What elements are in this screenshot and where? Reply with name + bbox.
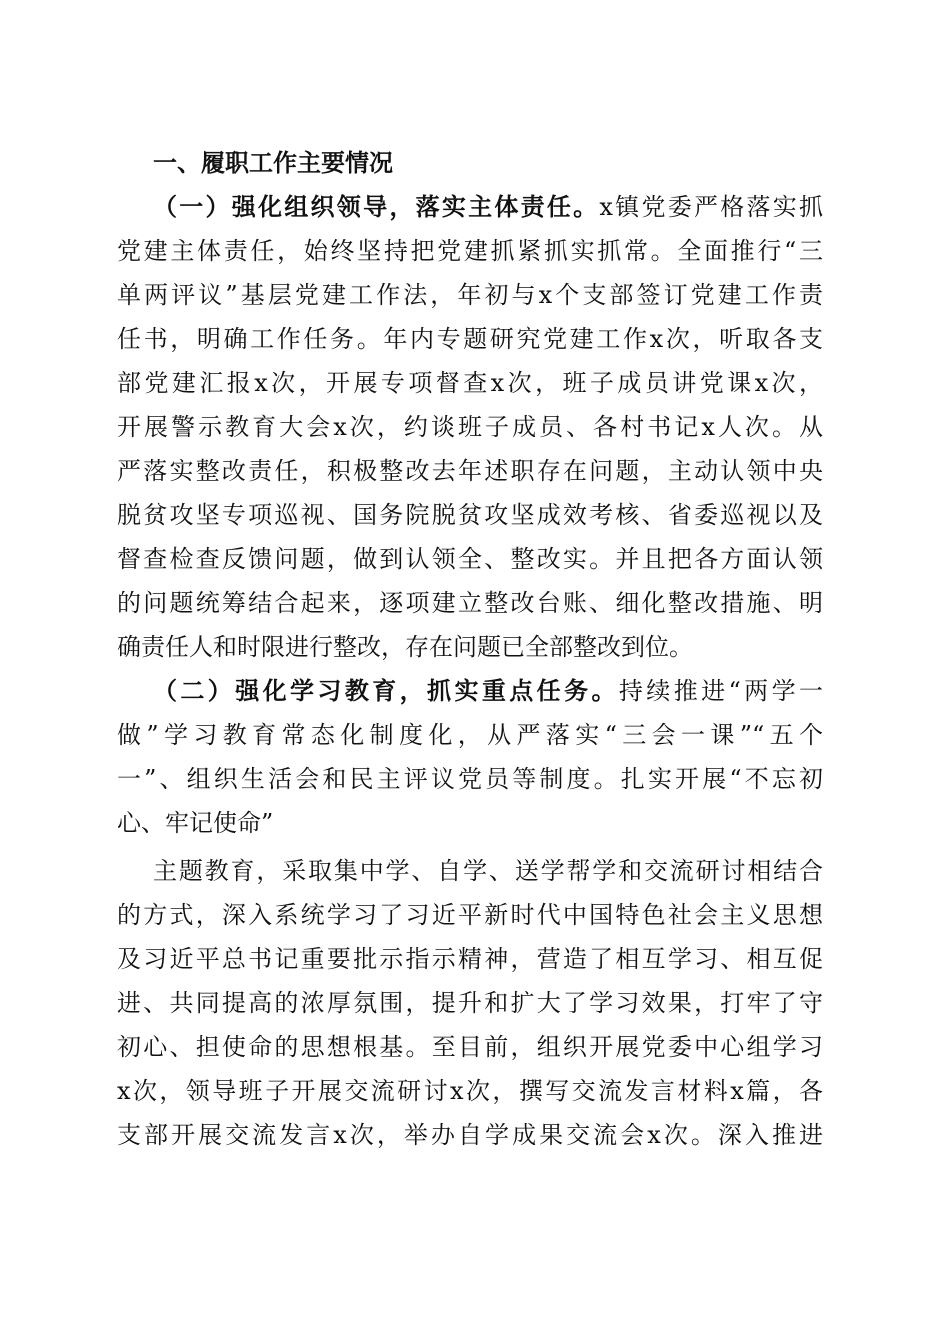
paragraph-line: 主题教育，采取集中学、自学、送学帮学和交流研讨相结合: [153, 857, 823, 885]
paragraph-text: 持续推进“两学一: [618, 677, 823, 705]
paragraph-line: 确责任人和时限进行整改，存在问题已全部整改到位。: [117, 633, 693, 661]
paragraph-line: 一”、组织生活会和民主评议党员等制度。扎实开展“不忘初: [117, 765, 823, 793]
paragraph-line: 严落实整改责任，积极整改去年述职存在问题，主动认领中央: [117, 457, 823, 485]
paragraph-line: 支部开展交流发言x次，举办自学成果交流会x次。深入推进: [117, 1121, 823, 1149]
paragraph-line: 开展警示教育大会x次，约谈班子成员、各村书记x人次。从: [117, 413, 823, 441]
paragraph-line: 做”学习教育常态化制度化，从严落实“三会一课”“五个: [117, 721, 823, 749]
paragraph-line: 心、牢记使命”: [117, 809, 274, 837]
paragraph-line: 的方式，深入系统学习了习近平新时代中国特色社会主义思想: [117, 901, 823, 929]
paragraph-line: 及习近平总书记重要批示指示精神，营造了相互学习、相互促: [117, 945, 823, 973]
paragraph-line: 单两评议”基层党建工作法，年初与x个支部签订党建工作责: [117, 281, 823, 309]
paragraph-line: 的问题统筹结合起来，逐项建立整改台账、细化整改措施、明: [117, 589, 823, 617]
paragraph-line: 进、共同提高的浓厚氛围，提升和扩大了学习效果，打牢了守: [117, 989, 823, 1017]
paragraph-1: [117, 185, 823, 669]
paragraph-text: x镇党委严格落实抓: [599, 193, 823, 221]
paragraph-lead: （二）强化学习教育，抓实重点任务。: [153, 677, 619, 705]
paragraph-line: 督查检查反馈问题，做到认领全、整改实。并且把各方面认领: [117, 545, 823, 573]
paragraph-line: 初心、担使命的思想根基。至目前，组织开展党委中心组学习: [117, 1033, 823, 1061]
document-page: [117, 141, 823, 1157]
paragraph-line: x次，领导班子开展交流研讨x次，撰写交流发言材料x篇，各: [117, 1077, 823, 1105]
paragraph-line: 任书，明确工作任务。年内专题研究党建工作x次，听取各支: [117, 325, 823, 353]
paragraph-2: [117, 669, 823, 845]
section-heading: 一、履职工作主要情况: [153, 149, 393, 177]
paragraph-line: [117, 669, 823, 713]
paragraph-line: 脱贫攻坚专项巡视、国务院脱贫攻坚成效考核、省委巡视以及: [117, 501, 823, 529]
paragraph-line: 党建主体责任，始终坚持把党建抓紧抓实抓常。全面推行“三: [117, 237, 823, 265]
paragraph-line: 部党建汇报x次，开展专项督查x次，班子成员讲党课x次，: [117, 369, 823, 397]
paragraph-3: [117, 849, 823, 1157]
paragraph-line: [117, 185, 823, 229]
paragraph-lead: （一）强化组织领导，落实主体责任。: [153, 193, 600, 221]
